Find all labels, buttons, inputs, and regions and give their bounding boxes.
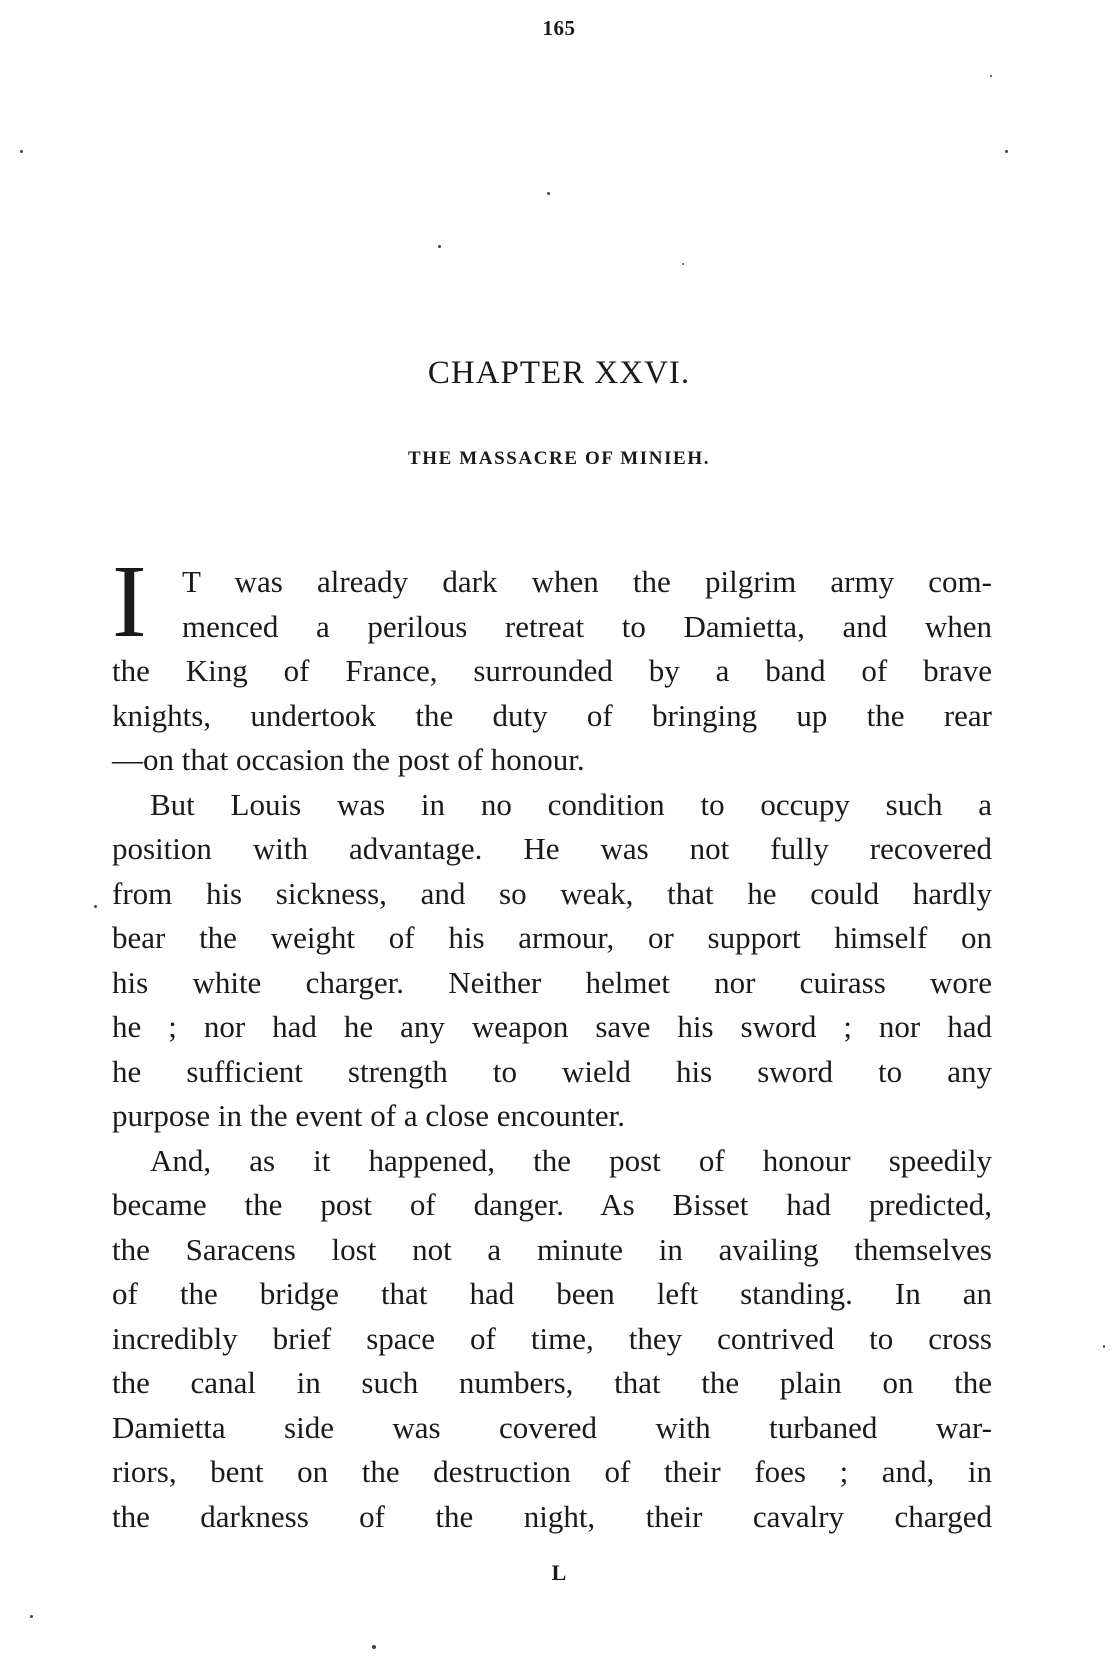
paper-speck — [20, 150, 23, 153]
paper-speck — [1103, 1345, 1105, 1348]
text-line: menced a perilous retreat to Damietta, and when — [182, 608, 992, 644]
text-line: his white charger. Neither helmet nor cuirass wore — [112, 964, 992, 1000]
chapter-subtitle: THE MASSACRE OF MINIEH. — [407, 448, 711, 469]
text-line: of the bridge that had been left standing. In an — [112, 1276, 992, 1311]
text-line: he ; nor had he any weapon save his sword ; nor had — [112, 1009, 992, 1044]
paper-speck — [547, 192, 550, 195]
paper-speck — [372, 1645, 376, 1649]
paper-speck — [990, 75, 992, 77]
signature-mark: L — [551, 1560, 567, 1585]
page-number: 165 — [542, 16, 576, 40]
drop-cap: I — [112, 544, 147, 659]
paper-speck — [438, 245, 441, 248]
paper-speck — [94, 905, 97, 908]
text-line: knights, undertook the duty of bringing up the rear — [112, 697, 992, 733]
text-line: became the post of danger. As Bisset had predicted, — [112, 1187, 992, 1222]
paper-speck — [682, 263, 684, 265]
text-line: incredibly brief space of time, they contrived to cross — [112, 1320, 992, 1356]
text-line: he sufficient strength to wield his sword to any — [112, 1053, 992, 1089]
text-line: position with advantage. He was not fully recovered — [112, 831, 992, 866]
text-line: the King of France, surrounded by a band of brave — [112, 653, 992, 688]
chapter-title: CHAPTER XXVI. — [427, 355, 691, 391]
paragraph-start-line: But Louis was in no condition to occupy such a — [150, 786, 992, 822]
text-line: bear the weight of his armour, or support himself on — [112, 920, 992, 955]
text-line: riors, bent on the destruction of their foes ; and, in — [112, 1454, 992, 1489]
chapter-body — [112, 544, 992, 1539]
text-line: the darkness of the night, their cavalry charged — [112, 1498, 992, 1534]
text-line: Damietta side was covered with turbaned war- — [112, 1409, 992, 1445]
paper-speck — [1005, 150, 1008, 153]
paper-speck — [30, 1615, 33, 1618]
text-line: —on that occasion the post of honour. — [112, 742, 585, 777]
text-line: the canal in such numbers, that the plain on the — [112, 1365, 992, 1400]
text-line: the Saracens lost not a minute in availing themselves — [112, 1231, 992, 1267]
paragraph-start-line: And, as it happened, the post of honour speedily — [150, 1142, 992, 1178]
text-line: purpose in the event of a close encounter. — [112, 1098, 626, 1133]
text-line: T was already dark when the pilgrim army com- — [182, 564, 992, 599]
text-line: from his sickness, and so weak, that he could hardly — [112, 875, 992, 911]
